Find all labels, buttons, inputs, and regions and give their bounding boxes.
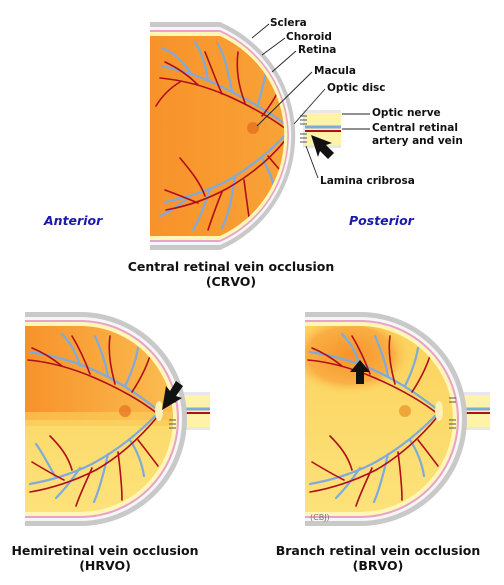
brvo-caption-line1: Branch retinal vein occlusion [275,543,481,558]
crvo-caption-line2: (CRVO) [205,274,257,289]
crvo-caption-line1: Central retinal vein occlusion [127,259,335,274]
brvo-eye [288,312,490,526]
label-sclera: Sclera [270,17,307,29]
label-lamina-cribrosa: Lamina cribrosa [320,175,415,187]
label-posterior: Posterior [349,213,414,228]
brvo-caption-line2: (BRVO) [352,558,404,573]
label-anterior: Anterior [44,213,103,228]
hrvo-caption-line1: Hemiretinal vein occlusion [11,543,199,558]
label-central-vessels-line2: artery and vein [372,135,463,147]
label-choroid: Choroid [286,31,332,43]
label-central-vessels-line1: Central retinal [372,122,458,134]
label-optic-nerve: Optic nerve [372,107,441,119]
crvo-eye [150,22,341,250]
label-optic-disc: Optic disc [327,82,386,94]
macula [247,122,259,134]
illustrator-signature: (CBJ) [310,513,330,522]
label-retina: Retina [298,44,337,56]
label-macula: Macula [314,65,356,77]
hrvo-caption-line2: (HRVO) [79,558,131,573]
hrvo-eye [25,312,210,526]
